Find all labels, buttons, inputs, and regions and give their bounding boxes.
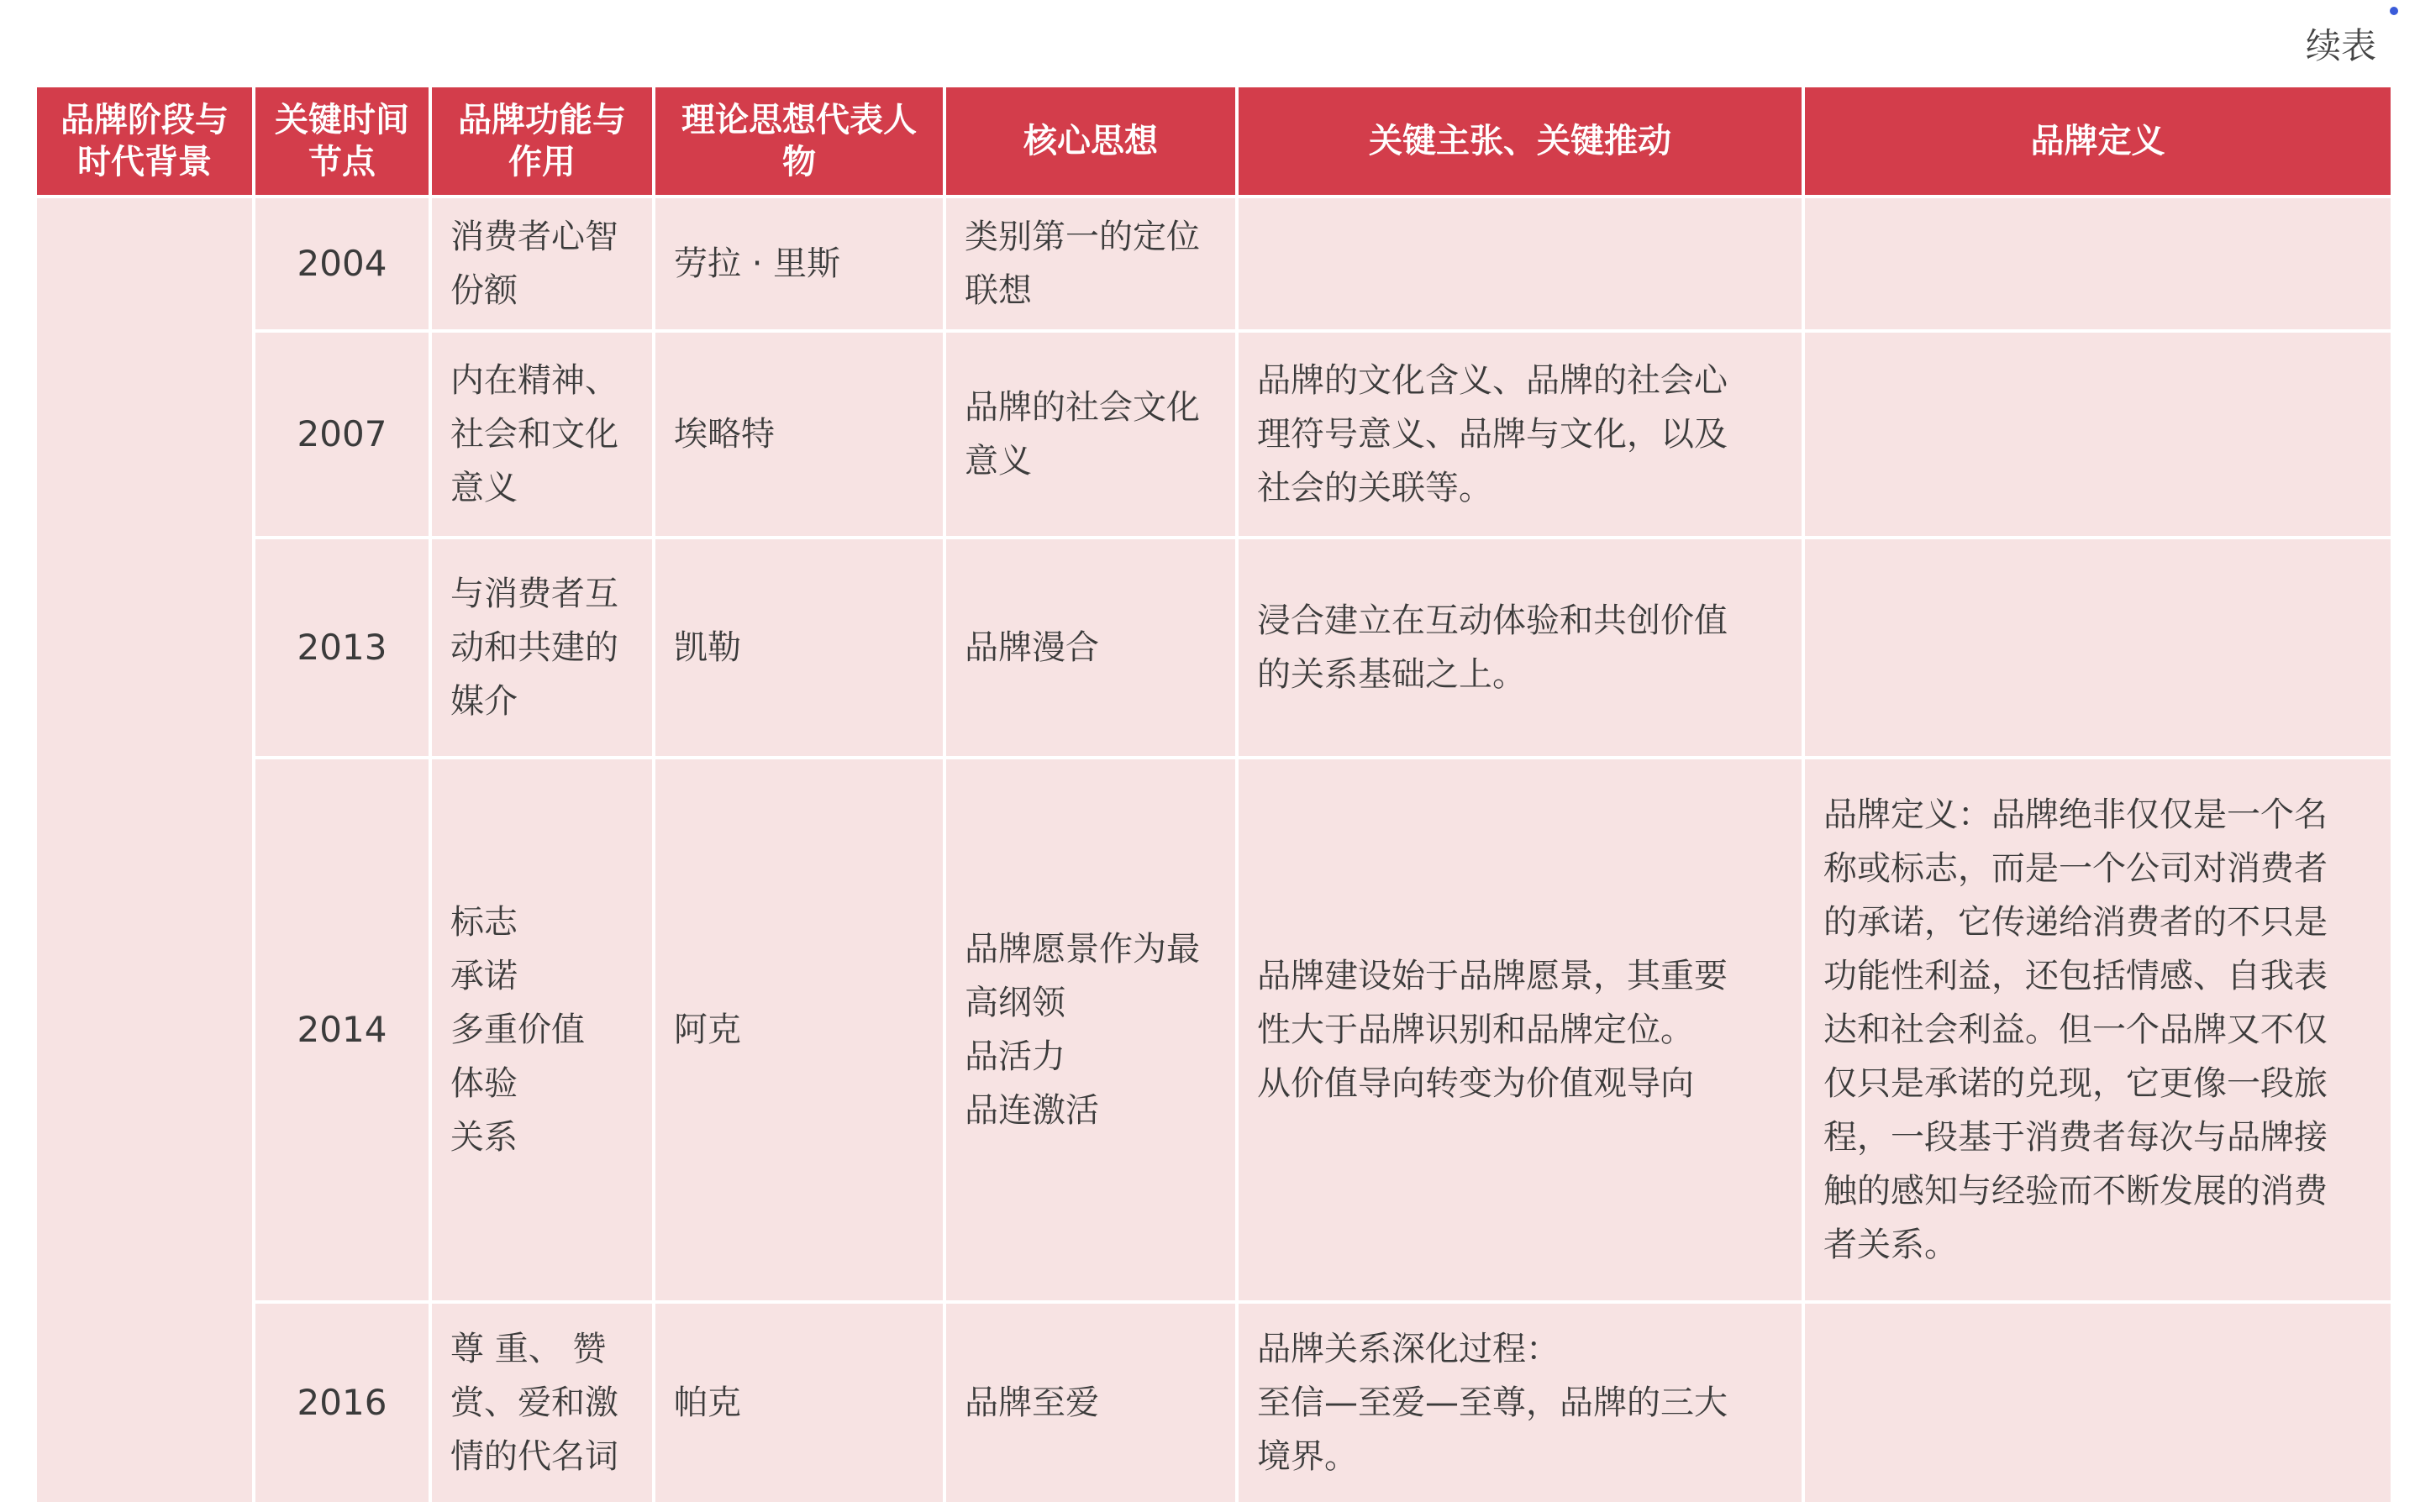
year-cell: 2004	[255, 198, 429, 329]
function-cell: 与消费者互 动和共建的 媒介	[432, 539, 652, 756]
table-row	[37, 539, 2391, 756]
core-cell: 类别第一的定位 联想	[946, 198, 1235, 329]
stage-cell	[37, 198, 252, 1502]
person-cell: 劳拉 · 里斯	[655, 198, 943, 329]
claim-cell: 浸合建立在互动体验和共创价值 的关系基础之上。	[1239, 539, 1802, 756]
header-row	[37, 87, 2391, 195]
table-row	[37, 198, 2391, 329]
claim-cell: 品牌建设始于品牌愿景，其重要 性大于品牌识别和品牌定位。 从价值导向转变为价值观导向	[1239, 759, 1802, 1300]
person-cell: 阿克	[655, 759, 943, 1300]
definition-cell	[1805, 539, 2391, 756]
function-cell: 消费者心智 份额	[432, 198, 652, 329]
header-function: 品牌功能与作用	[432, 87, 652, 195]
header-stage: 品牌阶段与时代背景	[37, 87, 252, 195]
year-cell: 2016	[255, 1304, 429, 1502]
table-row	[37, 1304, 2391, 1502]
core-cell: 品牌漫合	[946, 539, 1235, 756]
brand-history-table	[37, 84, 2386, 1505]
function-cell: 标志 承诺 多重价值 体验 关系	[432, 759, 652, 1300]
claim-cell	[1239, 198, 1802, 329]
claim-cell: 品牌关系深化过程： 至信—至爱—至尊，品牌的三大 境界。	[1239, 1304, 1802, 1502]
definition-cell	[1805, 333, 2391, 536]
core-cell: 品牌愿景作为最 高纲领 品活力 品连激活	[946, 759, 1235, 1300]
person-cell: 埃略特	[655, 333, 943, 536]
header-core: 核心思想	[946, 87, 1235, 195]
person-cell: 帕克	[655, 1304, 943, 1502]
function-cell: 尊 重、 赞 赏、爱和激 情的代名词	[432, 1304, 652, 1502]
definition-cell: 品牌定义：品牌绝非仅仅是一个名 称或标志，而是一个公司对消费者 的承诺，它传递给消费者的不只是 功能性利益，还包括情感、自我表 达和社会利益。但一个品牌又不仅 仅只是承诺的兑现，它更像一段旅 程，一段基于消费者每次与品牌接 触的感知与经验而不断发展的消费 者关系。	[1805, 759, 2391, 1300]
definition-cell	[1805, 1304, 2391, 1502]
table-row	[37, 759, 2391, 1300]
claim-cell: 品牌的文化含义、品牌的社会心 理符号意义、品牌与文化，以及 社会的关联等。	[1239, 333, 1802, 536]
year-cell: 2014	[255, 759, 429, 1300]
year-cell: 2007	[255, 333, 429, 536]
table-row	[37, 333, 2391, 536]
definition-cell	[1805, 198, 2391, 329]
function-cell: 内在精神、 社会和文化 意义	[432, 333, 652, 536]
header-person: 理论思想代表人物	[655, 87, 943, 195]
person-cell: 凯勒	[655, 539, 943, 756]
header-claim: 关键主张、关键推动	[1239, 87, 1802, 195]
core-cell: 品牌的社会文化 意义	[946, 333, 1235, 536]
header-definition: 品牌定义	[1805, 87, 2391, 195]
header-year: 关键时间节点	[255, 87, 429, 195]
year-cell: 2013	[255, 539, 429, 756]
continued-label: 续表	[2305, 25, 2376, 66]
corner-dot	[2390, 7, 2398, 15]
core-cell: 品牌至爱	[946, 1304, 1235, 1502]
